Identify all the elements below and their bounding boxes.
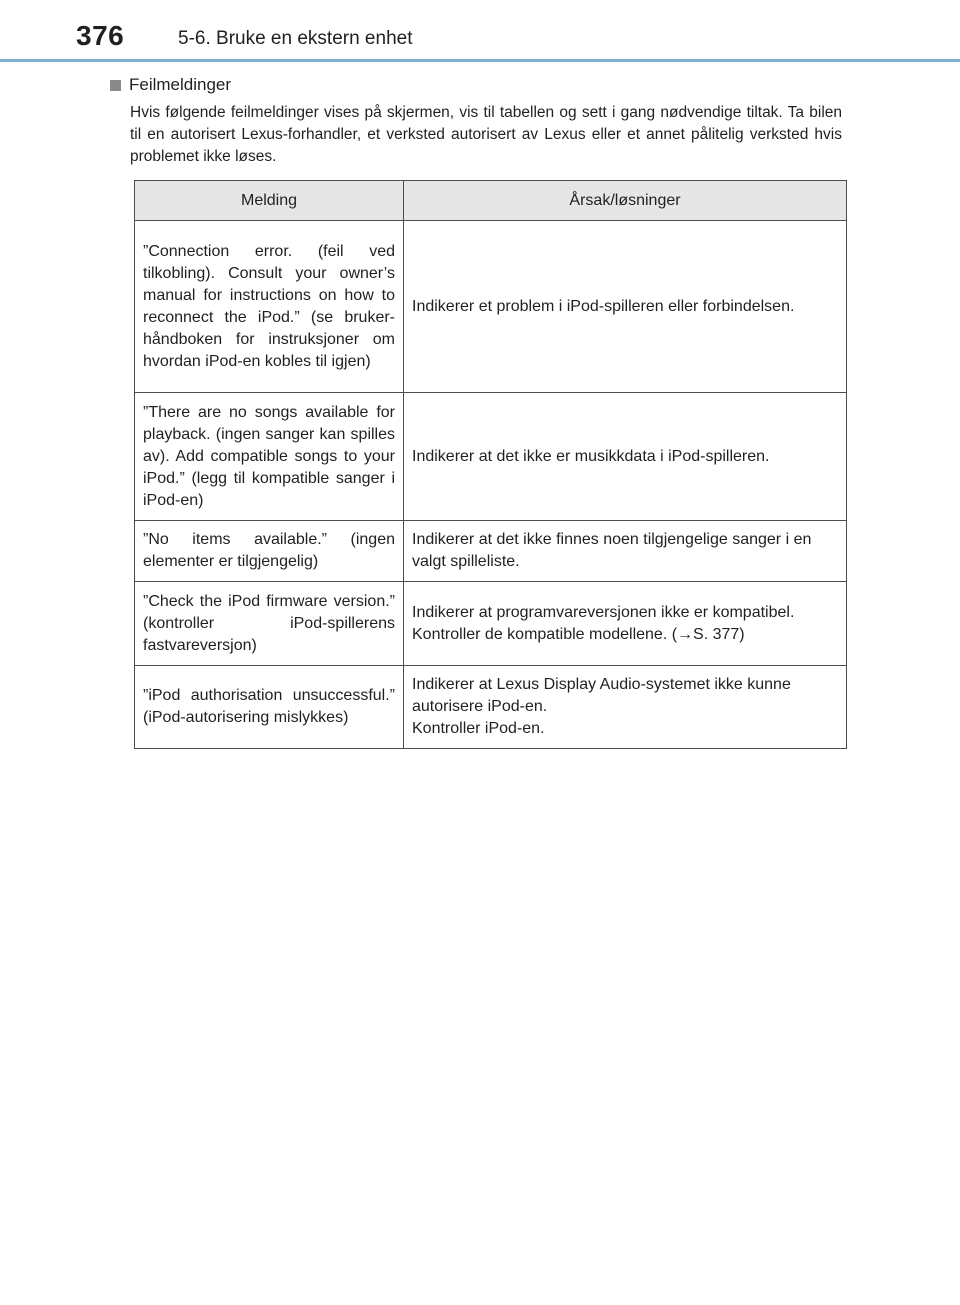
header-divider — [0, 59, 960, 62]
cause-line: Kontroller iPod-en. — [412, 720, 545, 737]
section-heading-text: Feilmeldinger — [129, 75, 232, 94]
column-header-cause: Årsak/løsninger — [404, 181, 847, 221]
cause-line: Kontroller de kompatible modellene. (→S. 377) — [412, 625, 745, 643]
column-header-message: Melding — [135, 181, 404, 221]
cause-cell — [404, 582, 847, 666]
table-row — [135, 582, 847, 666]
square-bullet-icon — [110, 80, 121, 91]
cause-line: Indikerer at Lexus Display Audio-systemet ikke kunne autorisere iPod-en. — [412, 676, 791, 715]
cause-line: Indikerer at det ikke finnes noen tilgjengelige sanger i en valgt spilleliste. — [412, 531, 812, 570]
section-title: 5-6. Bruke en ekstern enhet — [178, 28, 413, 49]
intro-paragraph: Hvis følgende feilmeldinger vises på skjermen, vis til tabellen og sett i gang nødvendige tiltak. Ta bilen til en autorisert Lexus-forhandler, et verksted autorisert av Lexus eller et annet pålitelig verksted hvis problemet ikke løses. — [130, 104, 842, 165]
page-number: 376 — [76, 20, 125, 51]
section-heading — [110, 75, 231, 95]
table-row — [135, 666, 847, 749]
cause-cell — [404, 393, 847, 521]
cause-line: Indikerer at programvareversjonen ikke er kompatibel. — [412, 603, 795, 621]
message-cell: ”No items available.” (ingen elementer er tilgjengelig) — [135, 521, 404, 582]
message-cell: ”iPod authorisation unsuccessful.” (iPod-autorisering mislykkes) — [135, 666, 404, 749]
message-cell: ”Connection error. (feil ved tilkobling). Consult your owner’s manual for instructions on how to reconnect the iPod.” (se brukerhåndboken for instruksjoner om hvordan iPod-en kobles til igjen) — [135, 221, 404, 393]
message-cell: ”There are no songs available for playback. (ingen sanger kan spilles av). Add compatible songs to your iPod.” (legg til kompatible sanger i iPod-en) — [135, 393, 404, 521]
cause-cell — [404, 221, 847, 393]
cause-line: Indikerer et problem i iPod-spilleren eller forbindelsen. — [412, 297, 795, 315]
cause-line: Indikerer at det ikke er musikkdata i iPod-spilleren. — [412, 447, 770, 465]
table-row — [135, 521, 847, 582]
page-header — [0, 0, 960, 62]
table-row — [135, 221, 847, 393]
cause-cell — [404, 521, 847, 582]
message-cell: ”Check the iPod firmware version.” (kontroller iPod-spillerens fastvareversjon) — [135, 582, 404, 666]
cause-cell — [404, 666, 847, 749]
table-row — [135, 393, 847, 521]
error-messages-table — [134, 180, 847, 749]
table-header-row — [135, 181, 847, 221]
